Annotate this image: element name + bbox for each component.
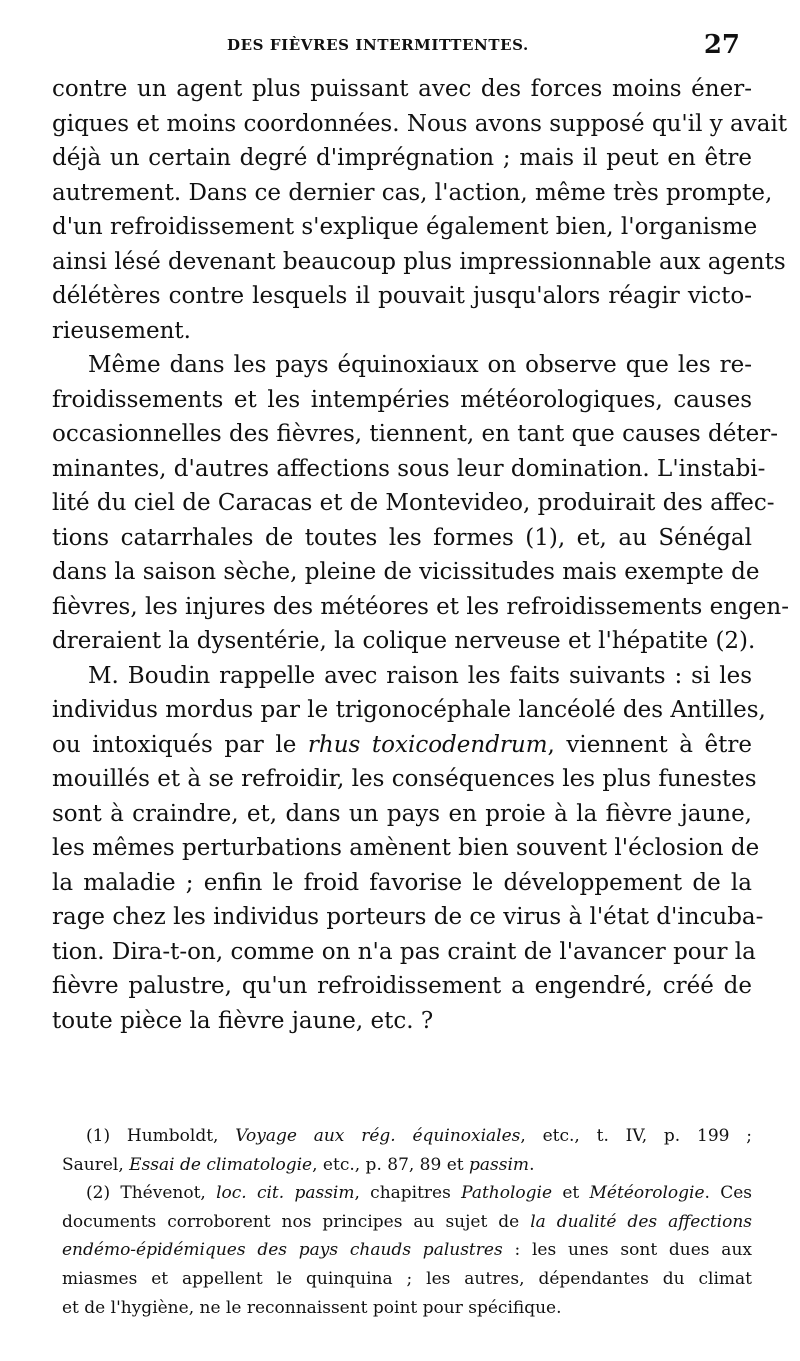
text-line: rieusement. [52,317,191,344]
paragraph [52,72,788,348]
text-line: autrement. Dans ce dernier cas, l'action, même très prompte, [52,179,773,206]
footnote-line [62,1122,752,1151]
footnote-line [62,1179,752,1208]
text-line: sont à craindre, et, dans un pays en proie à la fièvre jaune, [52,800,752,827]
line-segment: et [552,1183,590,1204]
text-line: individus mordus par le trigonocéphale lancéolé des Antilles, [52,697,766,723]
italic-text: endémo-épidémiques des pays chauds palustres [62,1240,503,1261]
text-line: mouillés et à se refroidir, les conséquences les plus funestes [52,766,757,792]
text-line: froidissements et les intempéries météorologiques, causes [52,386,752,413]
text-line: fièvres, les injures des météores et les refroidissements engen- [52,593,789,620]
text-line: tions catarrhales de toutes les formes (1), et, au Sénégal [52,524,752,551]
line-segment: , etc., p. 87, 89 et [312,1154,470,1175]
text-line: lité du ciel de Caracas et de Montevideo, produirait des affec- [52,490,775,516]
page-number: 27 [703,30,740,60]
text-line: tion. Dira-t-on, comme on n'a pas craint de l'avancer pour la [52,938,756,965]
italic-text: la dualité des affections [530,1211,753,1232]
italic-text: loc. cit. passim [216,1183,355,1204]
text-line: toute pièce la fièvre jaune, etc. ? [52,1007,434,1034]
text-line: M. Boudin rappelle avec raison les faits suivants : si les [88,662,752,689]
line-segment: documents corroborent nos principes au sujet de [62,1211,531,1232]
italic-text: rhus toxicodendrum [307,731,548,758]
line-segment: ou intoxiqués par le [52,731,308,758]
paragraph [52,659,766,1039]
text-line: dreraient la dysentérie, la colique nerveuse et l'hépatite (2). [52,628,756,654]
text-line: Même dans les pays équinoxiaux on observe que les re- [88,352,752,378]
text-line: déjà un certain degré d'imprégnation ; mais il peut en être [52,145,752,171]
line-segment: , etc., t. IV, p. 199 ; [520,1126,752,1146]
text-line: fièvre palustre, qu'un refroidissement a engendré, créé de [52,973,752,999]
text-line: délétères contre lesquels il pouvait jusqu'alors réagir victo- [52,283,752,309]
line-segment: (1) Humboldt, [86,1126,236,1146]
line-segment: . Ces [704,1183,752,1204]
footnote-line: et de l'hygiène, ne le reconnaissent point pour spécifique. [62,1297,562,1318]
text-line: les mêmes perturbations amènent bien souvent l'éclosion de [52,835,760,861]
line-segment: (2) Thévenot, [86,1183,217,1204]
footnote-line: miasmes et appellent le quinquina ; les autres, dépendantes du climat [62,1268,752,1289]
text-line: occasionnelles des fièvres, tiennent, en tant que causes déter- [52,421,778,447]
line-segment: : les unes sont dues aux [502,1240,752,1261]
running-title: DES FIÈVRES INTERMITTENTES. [227,36,529,54]
line-segment: , chapitres [354,1183,462,1204]
line-segment: . [529,1154,535,1175]
text-line: d'un refroidissement s'explique également bien, l'organisme [52,214,758,240]
italic-text: Voyage aux rég. équinoxiales [235,1126,521,1146]
footnote-line [62,1151,752,1180]
text-line: dans la saison sèche, pleine de vicissitudes mais exempte de [52,559,760,585]
line-segment: , viennent à être [547,731,753,758]
italic-text: Essai de climatologie [129,1154,313,1175]
line-segment: Saurel, [62,1154,130,1175]
text-line: la maladie ; enfin le froid favorise le développement de la [52,869,752,896]
italic-text: Météorologie [589,1183,705,1204]
text-line: rage chez les individus porteurs de ce virus à l'état d'incuba- [52,904,764,930]
text-line: minantes, d'autres affections sous leur domination. L'instabi- [52,455,766,482]
italic-text: Pathologie [461,1183,553,1204]
footnote [62,1179,752,1322]
footnote [62,1122,752,1179]
text-line: giques et moins coordonnées. Nous avons supposé qu'il y avait [52,110,788,137]
footnote-line [62,1236,752,1265]
running-head [52,30,752,70]
text-line: contre un agent plus puissant avec des forces moins éner- [52,76,752,102]
footnote-line [62,1208,752,1237]
italic-text: passim [469,1154,530,1175]
paragraph [52,348,789,659]
footnotes [62,1122,752,1322]
body-text [52,72,789,1038]
text-line: ainsi lésé devenant beaucoup plus impressionnable aux agents [52,248,786,275]
text-line [52,728,752,763]
